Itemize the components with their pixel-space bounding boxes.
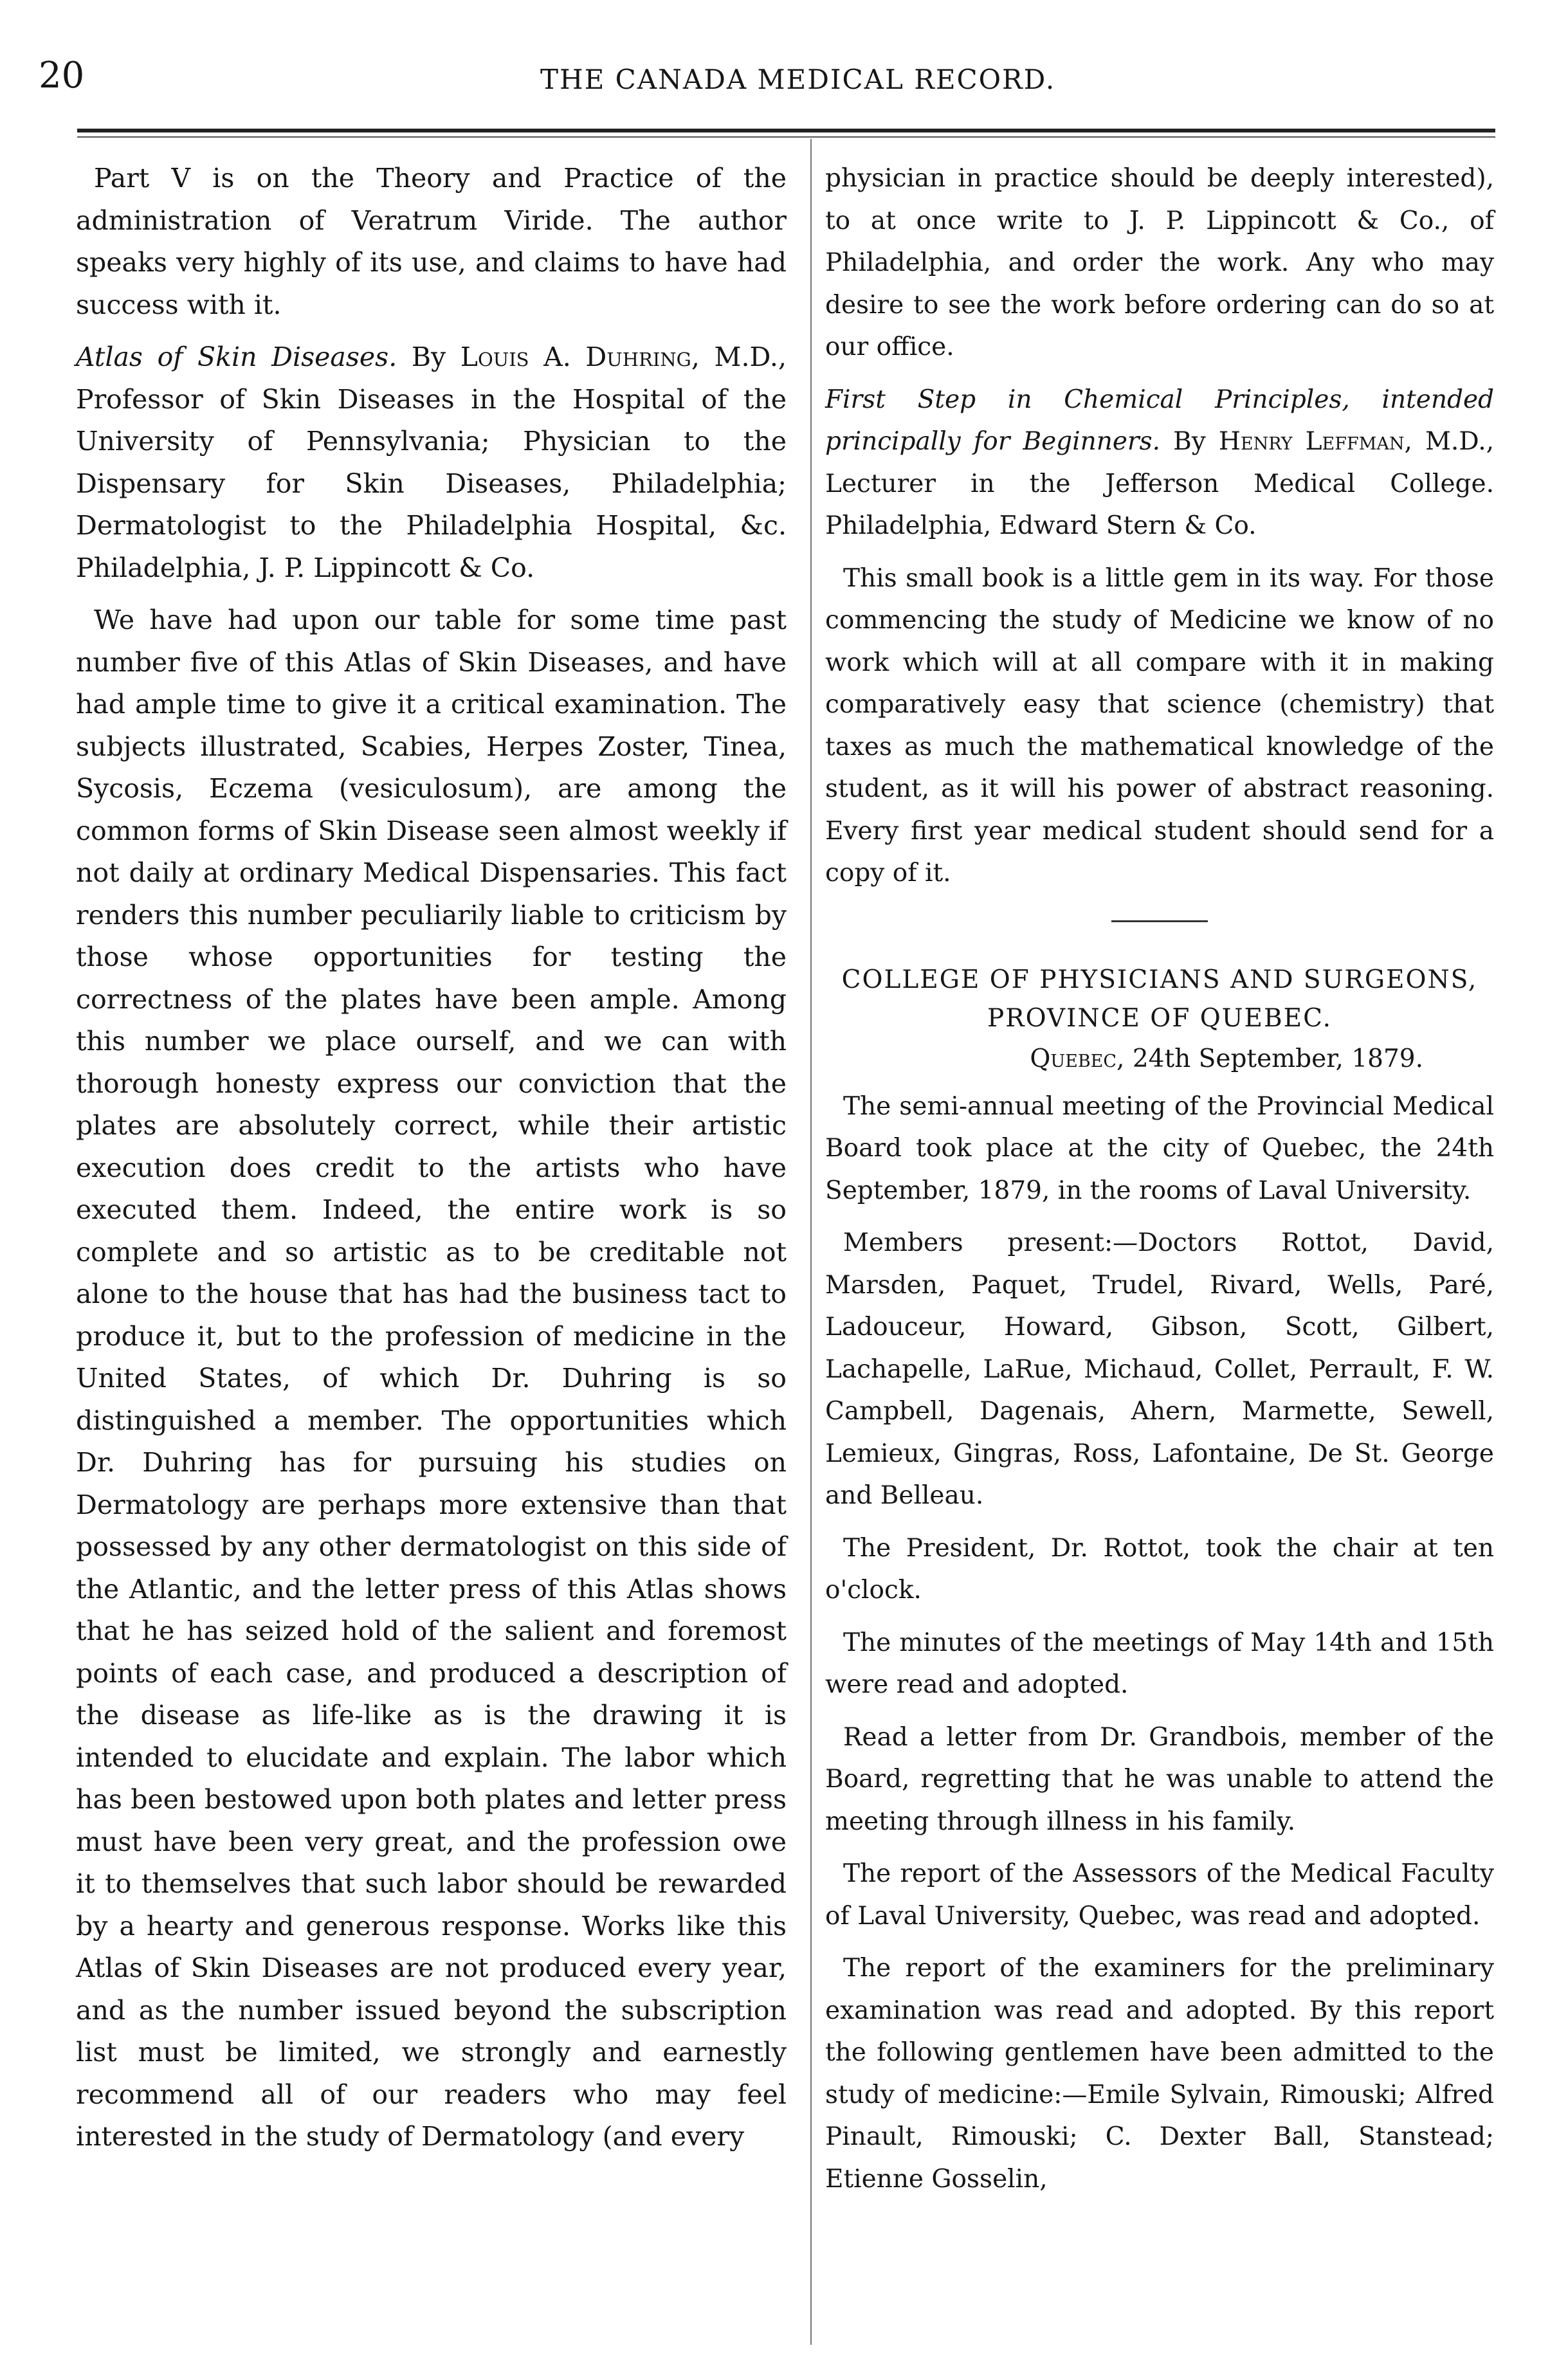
dateline-date: , 24th September, 1879. xyxy=(1117,1044,1423,1073)
president-paragraph: The President, Dr. Rottot, took the chair at ten o'clock. xyxy=(825,1533,1494,1605)
section-divider xyxy=(1111,920,1208,922)
page-number: 20 xyxy=(39,55,85,96)
examiners-paragraph: The report of the examiners for the preliminary examination was read and adopted. By this report the following gentlemen have been admitted to the study of medicine:—Emile Sylvain, Rimouski; Alfred Pinault, Rimouski; C. Dexter Ball, Stanstead; Etienne Gosselin, xyxy=(825,1954,1494,2194)
page-header xyxy=(39,50,1492,102)
review-title: Atlas of Skin Diseases. xyxy=(76,341,397,372)
review-title: First Step in Chemical Principles, intended principally for Beginners. xyxy=(825,385,1494,456)
veratrum-paragraph: Part V is on the Theory and Practice of the administration of Veratrum Viride. The author speaks very highly of its use, and claims to have had success with it. xyxy=(76,163,787,320)
letter-paragraph: Read a letter from Dr. Grandbois, member of the Board, regretting that he was unable to attend the meeting through illness in his family. xyxy=(825,1722,1494,1836)
atlas-review-body: We have had upon our table for some time past number five of this Atlas of Skin Diseases, and have had ample time to give it a critical examination. The subjects illustrated, Scabies, Herpes Zoster, Tinea, Sycosis, Eczema (vesiculosum), are among the common forms of Skin Disease seen almost weekly if not daily at ordinary Medical Dispensaries. This fact renders this number peculiarily liable to criticism by those whose opportunities for testing the correctness of the plates have been ample. Among this number we place ourself, and we can with thorough honesty express our conviction that the plates are absolutely correct, while their artistic execution does credit to the artists who have executed them. Indeed, the entire work is so complete and so artistic as to be creditable not alone to the house that has had the business tact to produce it, but to the profession of medicine in the United States, of which Dr. Duhring is so distinguished a member. The opportunities which Dr. Duhring has for pursuing his studies on Dermatology are perhaps more extensive than that possessed by any other dermatologist on this side of the Atlantic, and the letter press of this Atlas shows that he has seized hold of the salient and foremost points of each case, and produced a description of the disease as life-like as is the drawing it is intended to elucidate and explain. The labor which has been bestowed upon both plates and letter press must have been very great, and the profession owe it to themselves that such labor should be rewarded by a hearty and generous response. Works like this Atlas of Skin Diseases are not produced every year, and as the number issued beyond the subscription list must be limited, we strongly and earnestly recommend all of our readers who may feel interested in the study of Dermatology (and every xyxy=(76,605,787,2152)
review-citation-leffman xyxy=(825,379,1494,547)
review-citation-duhring xyxy=(76,336,787,589)
review-credentials: , M.D., Lecturer in the Jefferson Medical College. Philadelphia, Edward Stern & Co. xyxy=(825,427,1494,540)
header-rule-thick xyxy=(77,129,1495,132)
header-rule-thin xyxy=(77,136,1495,138)
section-heading: COLLEGE OF PHYSICIANS AND SURGEONS, PROVINCE OF QUEBEC. xyxy=(841,965,1478,1033)
review-credentials: , M.D., Professor of Skin Diseases in the Hospital of the University of Pennsylvania; Physician to the Dispensary for Skin Diseases, Philadelphia; Dermatologist to the Philadelphia Hospital, &c. Philadelphia, J. P. Lippincott & Co. xyxy=(76,341,787,583)
members-paragraph: Members present:—Doctors Rottot, David, Marsden, Paquet, Trudel, Rivard, Wells, Paré, Ladouceur, Howard, Gibson, Scott, Gilbert, Lachapelle, LaRue, Michaud, Collet, Perrault, F. W. Campbell, Dagenais, Ahern, Marmette, Sewell, Lemieux, Gingras, Ross, Lafontaine, De St. George and Belleau. xyxy=(825,1228,1494,1510)
review-by: By xyxy=(1173,427,1206,456)
review-author: Louis A. Duhring xyxy=(460,341,691,372)
assessors-paragraph: The report of the Assessors of the Medical Faculty of Laval University, Quebec, was read and adopted. xyxy=(825,1859,1494,1931)
column-divider xyxy=(810,139,812,2345)
left-column xyxy=(76,158,787,2169)
journal-title: THE CANADA MEDICAL RECORD. xyxy=(540,64,1056,95)
dateline-city: Quebec xyxy=(1030,1044,1117,1073)
atlas-review-continued: physician in practice should be deeply interested), to at once write to J. P. Lippincott & Co., of Philadelphia, and order the work. Any who may desire to see the work before ordering can do so at our office. xyxy=(825,164,1494,361)
right-column xyxy=(825,158,1494,2210)
chemistry-review-body: This small book is a little gem in its way. For those commencing the study of Medicine we know of no work which will at all compare with it in making comparatively easy that science (chemistry) that taxes as much the mathematical knowledge of the student, as it will his power of abstract reasoning. Every first year medical student should send for a copy of it. xyxy=(825,563,1494,887)
minutes-paragraph: The minutes of the meetings of May 14th and 15th were read and adopted. xyxy=(825,1628,1494,1699)
meeting-paragraph: The semi-annual meeting of the Provincial Medical Board took place at the city of Quebec, the 24th September, 1879, in the rooms of Laval University. xyxy=(825,1091,1494,1205)
review-by: By xyxy=(411,341,446,372)
dateline xyxy=(825,1038,1494,1080)
review-author: Henry Leffman xyxy=(1218,427,1405,456)
